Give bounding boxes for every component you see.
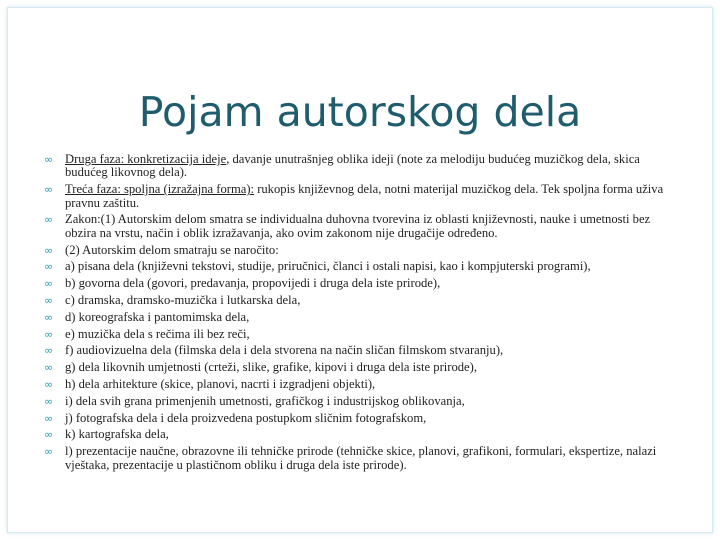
list-item — [44, 328, 684, 341]
infinity-bullet-icon: ∞ — [44, 394, 54, 408]
list-item — [44, 428, 684, 441]
item-text: a) pisana dela (književni tekstovi, studije, priručnici, članci i ostali napisi, kao i kompjuterski programi), — [65, 259, 591, 274]
infinity-bullet-icon: ∞ — [44, 183, 54, 197]
item-text: d) koreografska i pantomimska dela, — [65, 309, 250, 324]
item-text: c) dramska, dramsko-muzička i lutkarska dela, — [65, 293, 301, 307]
item-text: , davanje unutrašnjeg oblika ideji (note za melodiju budućeg muzičkog dela, skica budućeg likovnog dela). — [65, 152, 640, 180]
infinity-bullet-icon: ∞ — [44, 213, 54, 227]
item-underlined-text: Druga faza: konkretizacija ideje — [65, 152, 227, 166]
item-text: Zakon:(1) Autorskim delom smatra se individualna duhovna tvorevina iz oblasti književnosti, nauke i umetnosti bez obzira na vrstu, način i oblik izražavanja, ako ovim zakonom nije drugačije određeno. — [65, 212, 651, 240]
list-item — [44, 213, 684, 240]
list-item — [44, 244, 684, 257]
infinity-bullet-icon: ∞ — [44, 361, 54, 375]
list-item — [44, 445, 684, 472]
item-text: (2) Autorskim delom smatraju se naročito: — [65, 242, 279, 257]
item-text: l) prezentacije naučne, obrazovne ili tehničke prirode (tehničke skice, planovi, grafikoni, formulari, ekspertize, nalazi vještaka, prezentacije u plastičnom obliku i druga dela iste prirode). — [65, 444, 657, 472]
item-underlined-text: Treća faza: spoljna (izražajna forma): — [65, 182, 255, 197]
infinity-bullet-icon: ∞ — [44, 277, 54, 291]
list-item — [44, 395, 684, 408]
item-text: f) audiovizuelna dela (filmska dela i dela stvorena na način sličan filmskom stvaranju), — [65, 343, 504, 358]
infinity-bullet-icon: ∞ — [44, 428, 54, 442]
list-item — [44, 361, 684, 374]
list-item — [44, 153, 684, 180]
item-text: rukopis književnog dela, notni materijal muzičkog dela. Tek spoljna forma uživa pravnu zaštitu. — [65, 182, 664, 210]
list-item — [44, 344, 684, 357]
list-item — [44, 294, 684, 307]
list-item — [44, 183, 684, 210]
bullet-list — [44, 153, 684, 475]
infinity-bullet-icon: ∞ — [44, 310, 54, 324]
infinity-bullet-icon: ∞ — [44, 344, 54, 358]
infinity-bullet-icon: ∞ — [44, 327, 54, 341]
slide-title: Pojam autorskog dela — [138, 88, 582, 136]
infinity-bullet-icon: ∞ — [44, 377, 54, 391]
item-text: i) dela svih grana primenjenih umetnosti, grafičkog i industrijskog oblikovanja, — [65, 393, 465, 408]
list-item — [44, 260, 684, 273]
item-text: k) kartografska dela, — [65, 427, 169, 442]
item-text: e) muzička dela s rečima ili bez reči, — [65, 326, 250, 341]
infinity-bullet-icon: ∞ — [44, 153, 54, 166]
item-text: b) govorna dela (govori, predavanja, propovijedi i druga dela iste prirode), — [65, 276, 441, 291]
item-text: g) dela likovnih umjetnosti (crteži, slike, grafike, kipovi i druga dela iste prirode), — [65, 360, 477, 375]
list-item — [44, 412, 684, 425]
item-text: h) dela arhitekture (skice, planovi, nacrti i izgradjeni objekti), — [65, 376, 376, 391]
list-item — [44, 277, 684, 290]
infinity-bullet-icon: ∞ — [44, 260, 54, 274]
item-text: j) fotografska dela i dela proizvedena postupkom sličnim fotografskom, — [65, 410, 427, 425]
infinity-bullet-icon: ∞ — [44, 411, 54, 425]
infinity-bullet-icon: ∞ — [44, 445, 54, 459]
list-item — [44, 378, 684, 391]
infinity-bullet-icon: ∞ — [44, 294, 54, 307]
list-item — [44, 311, 684, 324]
infinity-bullet-icon: ∞ — [44, 243, 54, 257]
